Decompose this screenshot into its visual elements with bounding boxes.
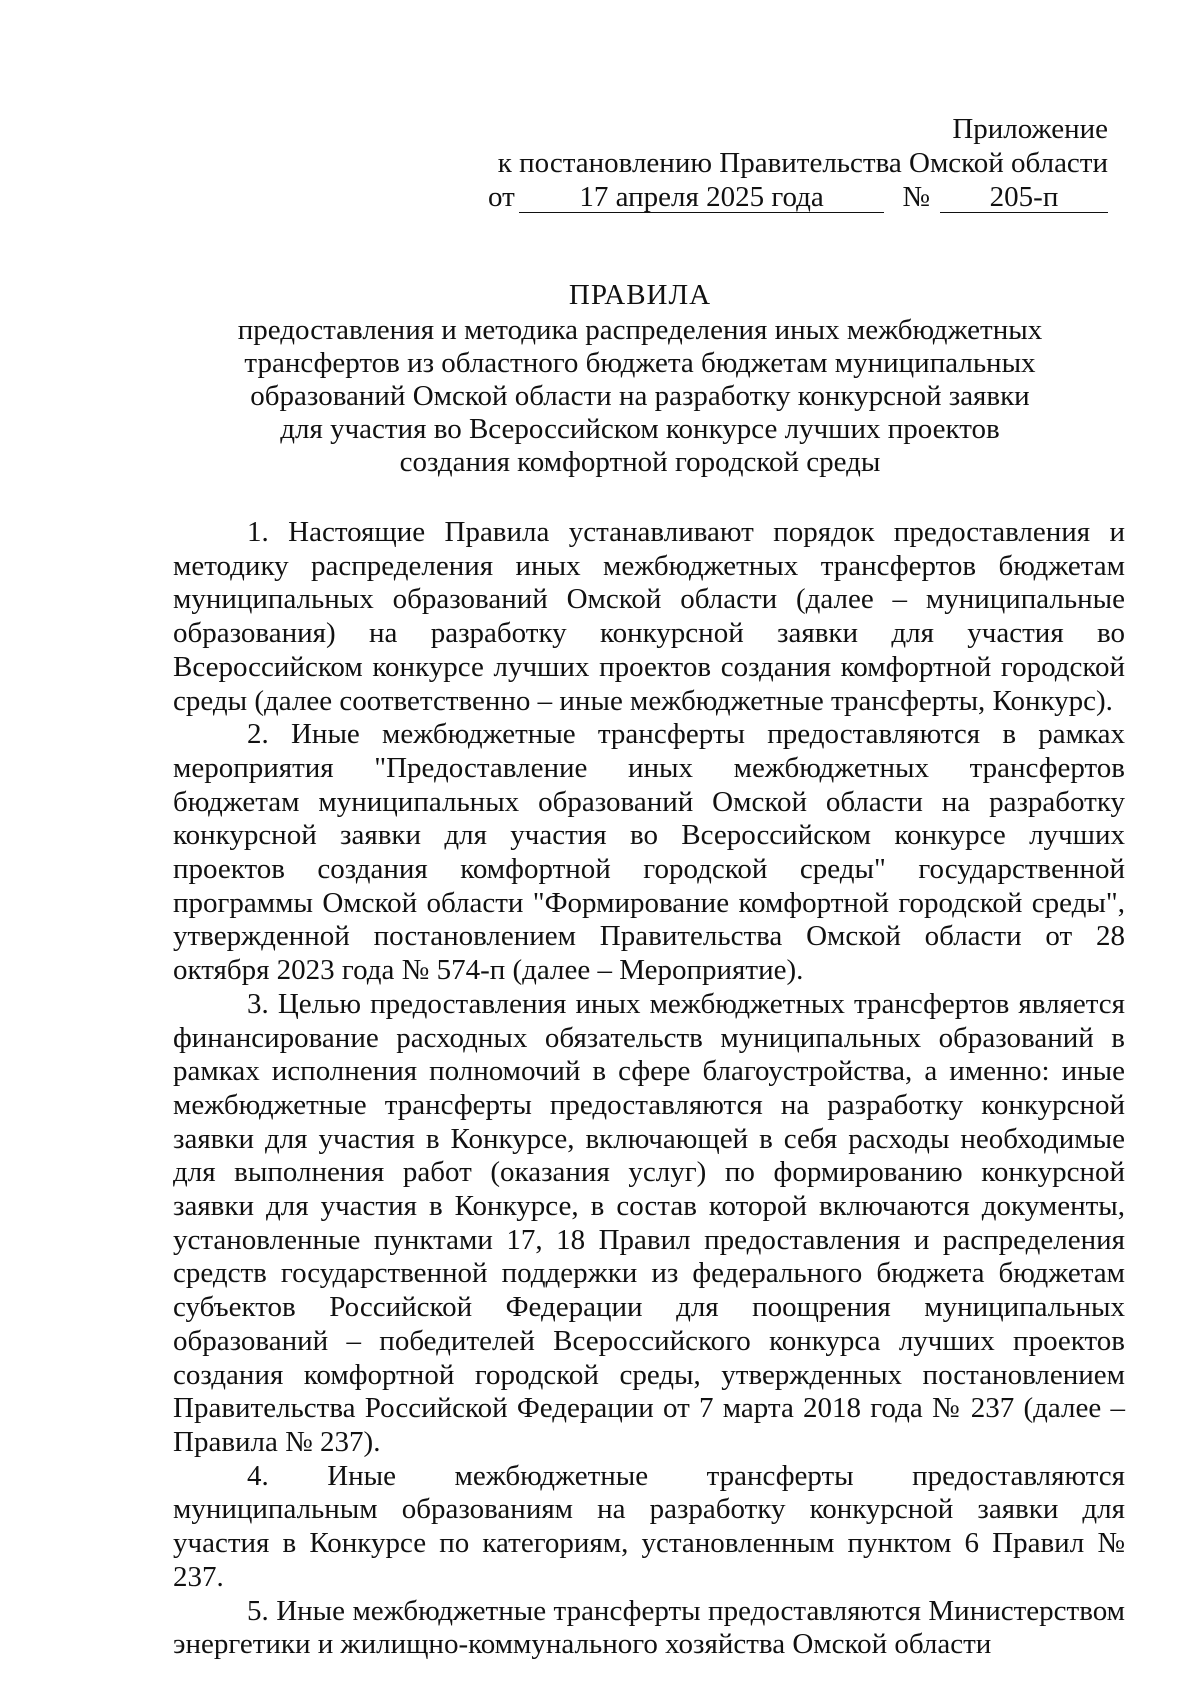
title-subtitle-line: создания комфортной городской среды (399, 446, 881, 478)
title-subtitle-line: для участия во Всероссийском конкурсе лучших проектов (280, 413, 1000, 445)
document-title (160, 279, 1120, 479)
appendix-block (488, 112, 1108, 214)
paragraph-3: 3. Целью предоставления иных межбюджетных трансфертов является финансирование расходных обязательств муниципальных образований в рамках исполнения полномочий в сфере благоустройства, а именно: иные межбюджетные трансферты предоставляются на разработку конкурсной заявки для участия в Конкурсе, включающей в себя расходы необходимые для выполнения работ (оказания услуг) по формированию конкурсной заявки для участия в Конкурсе, в состав которой включаются документы, установленные пунктами 17, 18 Правил предоставления и распределения средств государственной поддержки из федерального бюджета бюджетам субъектов Российской Федерации для поощрения муниципальных образований – победителей Всероссийского конкурса лучших проектов создания комфортной городской среды, утвержденных постановлением Правительства Российской Федерации от 7 марта 2018 года № 237 (далее – Правила № 237). (173, 987, 1125, 1458)
title-subtitle-line: трансфертов из областного бюджета бюджетам муниципальных (244, 347, 1036, 379)
title-subtitle-line: образований Омской области на разработку конкурсной заявки (250, 380, 1030, 412)
appendix-label: Приложение (952, 113, 1108, 145)
date-value: 17 апреля 2025 года (519, 182, 885, 213)
date-prefix: от (488, 181, 515, 213)
title-heading: ПРАВИЛА (568, 279, 712, 311)
paragraph-4: 4. Иные межбюджетные трансферты предоставляются муниципальным образованиям на разработку конкурсной заявки для участия в Конкурсе по категориям, установленным пунктом 6 Правил № 237. (173, 1459, 1125, 1593)
document-number: 205-п (940, 182, 1108, 213)
date-number-line (488, 180, 1108, 214)
paragraph-5: 5. Иные межбюджетные трансферты предоставляются Министерством энергетики и жилищно-коммунального хозяйства Омской области (173, 1594, 1125, 1661)
document-body (173, 516, 1125, 1662)
paragraph-1: 1. Настоящие Правила устанавливают порядок предоставления и методику распределения иных межбюджетных трансфертов бюджетам муниципальных образований Омской области (далее – муниципальные образования) на разработку конкурсной заявки для участия во Всероссийском конкурсе лучших проектов создания комфортной городской среды (далее соответственно – иные межбюджетные трансферты, Конкурс). (173, 516, 1125, 717)
paragraph-2: 2. Иные межбюджетные трансферты предоставляются в рамках мероприятия "Предоставление иных межбюджетных трансфертов бюджетам муниципальных образований Омской области на разработку конкурсной заявки для участия во Всероссийском конкурсе лучших проектов создания комфортной городской среды" государственной программы Омской области "Формирование комфортной городской среды", утвержденной постановлением Правительства Омской области от 28 октября 2023 года № 574-п (далее – Мероприятие). (173, 718, 1125, 987)
appendix-reference: к постановлению Правительства Омской области (497, 147, 1108, 179)
number-sign: № (902, 181, 931, 213)
title-subtitle-line: предоставления и методика распределения иных межбюджетных (237, 314, 1043, 346)
